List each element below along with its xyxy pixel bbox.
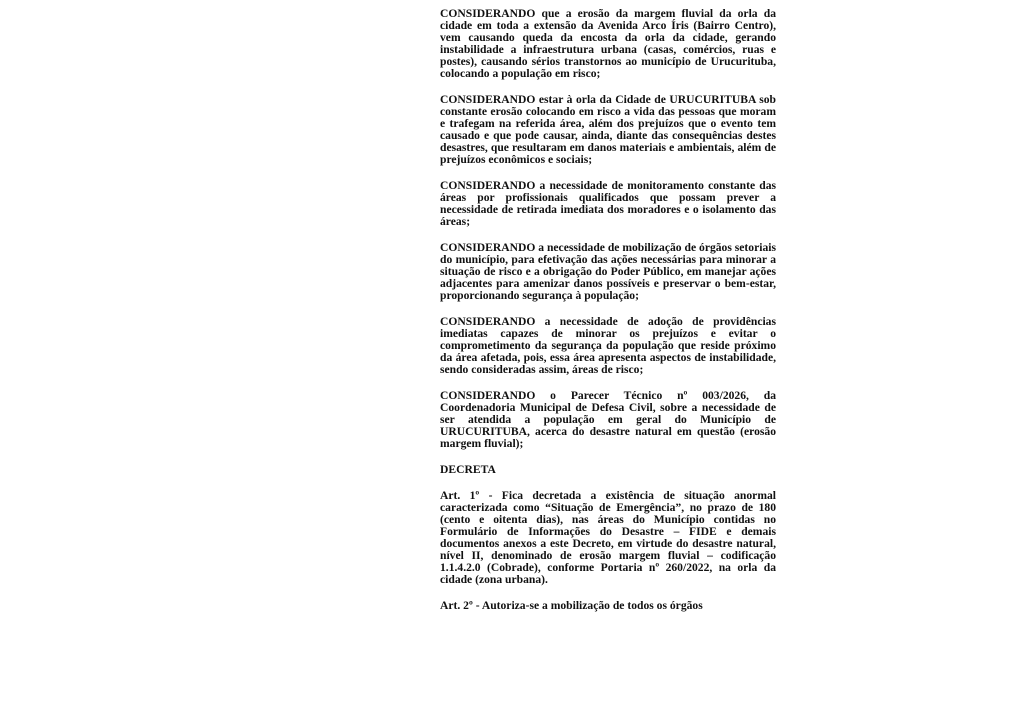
considerando-paragraph-4 — [440, 242, 776, 302]
considerando-paragraph-1 — [440, 8, 776, 80]
considerando-keyword: CONSIDERANDO — [440, 389, 536, 402]
decreta-heading: DECRETA — [440, 463, 496, 476]
considerando-text: estar à orla da Cidade de URUCURITUBA sob constante erosão colocando em risco a vida das pessoas que moram e trafegam na referida área, além dos prejuízos que o evento tem causado e que pode causar, ainda, diante das consequências destes desastres, que resultaram em danos materiais e ambientais, além de prejuízos econômicos e sociais; — [440, 93, 776, 166]
considerando-text: a necessidade de monitoramento constante das áreas por profissionais qualificados que possam prever a necessidade de retirada imediata dos moradores e o isolamento das áreas; — [440, 179, 776, 228]
considerando-keyword: CONSIDERANDO — [440, 241, 536, 254]
considerando-text: a necessidade de adoção de providências imediatas capazes de minorar os prejuízos e evitar o comprometimento da segurança da população que reside próximo da área afetada, pois, essa área apresenta aspectos de instabilidade, sendo consideradas assim, áreas de risco; — [440, 315, 776, 376]
considerando-text: o Parecer Técnico nº 003/2026, da Coordenadoria Municipal de Defesa Civil, sobre a necessidade de ser atendida a população em geral do Município de URUCURITUBA, acerca do desastre natural em questão (erosão margem fluvial); — [440, 389, 776, 450]
considerando-paragraph-6 — [440, 390, 776, 450]
article-1: Art. 1º - Fica decretada a existência de situação anormal caracterizada como “Situação de Emergência”, no prazo de 180 (cento e oitenta dias), nas áreas do Município contidas no Formulário de Informações do Desastre – FIDE e demais documentos anexos a este Decreto, em virtude do desastre natural, nível II, denominado de erosão margem fluvial – codificação 1.1.4.2.0 (Cobrade), conforme Portaria nº 260/2022, na orla da cidade (zona urbana). — [440, 489, 776, 586]
considerando-paragraph-2 — [440, 94, 776, 166]
considerando-keyword: CONSIDERANDO — [440, 315, 536, 328]
considerando-keyword: CONSIDERANDO — [440, 93, 536, 106]
article-2-partial: Art. 2º - Autoriza-se a mobilização de todos os órgãos — [440, 599, 703, 612]
decree-text-column — [440, 8, 776, 626]
considerando-paragraph-3 — [440, 180, 776, 228]
considerando-keyword: CONSIDERANDO — [440, 7, 536, 20]
considerando-text: que a erosão da margem fluvial da orla da cidade em toda a extensão da Avenida Arco Íris (Bairro Centro), vem causando queda da encosta da orla da cidade, gerando instabilidade a infraestrutura urbana (casas, comércios, ruas e postes), causando sérios transtornos ao município de Urucurituba, colocando a população em risco; — [440, 7, 776, 80]
considerando-keyword: CONSIDERANDO — [440, 179, 536, 192]
considerando-paragraph-5 — [440, 316, 776, 376]
considerando-text: a necessidade de mobilização de órgãos setoriais do município, para efetivação das ações necessárias para minorar a situação de risco e a obrigação do Poder Público, em manejar ações adjacentes para amenizar danos possíveis e preservar o bem-estar, proporcionando segurança à população; — [440, 241, 776, 302]
